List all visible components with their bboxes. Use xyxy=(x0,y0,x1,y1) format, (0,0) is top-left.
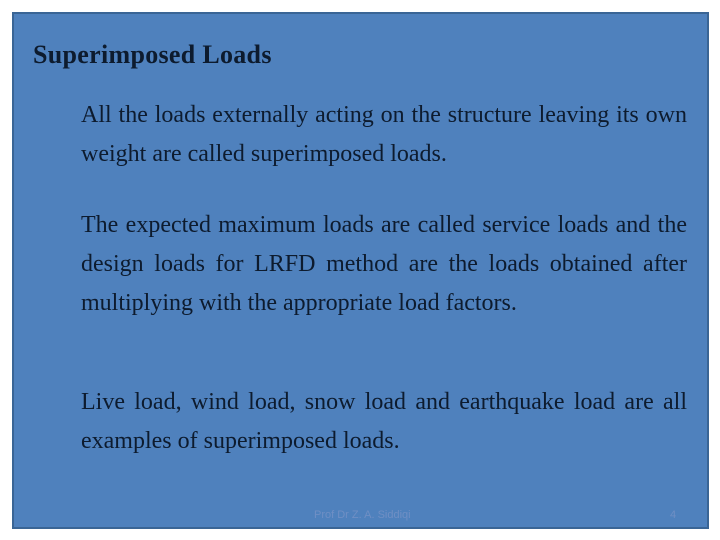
paragraph-service-loads: The expected maximum loads are called service loads and the design loads for LRFD method are the loads obtained after multiplying with the appropriate load factors. xyxy=(81,212,687,316)
paragraph-examples: Live load, wind load, snow load and earthquake load are all examples of superimposed loads. xyxy=(81,389,687,454)
content-panel xyxy=(12,12,709,529)
footer-author: Prof Dr Z. A. Siddiqi xyxy=(314,509,411,521)
paragraph-definition: All the loads externally acting on the structure leaving its own weight are called superimposed loads. xyxy=(81,102,687,167)
slide-title: Superimposed Loads xyxy=(33,40,272,69)
footer-page-number: 4 xyxy=(670,509,677,521)
